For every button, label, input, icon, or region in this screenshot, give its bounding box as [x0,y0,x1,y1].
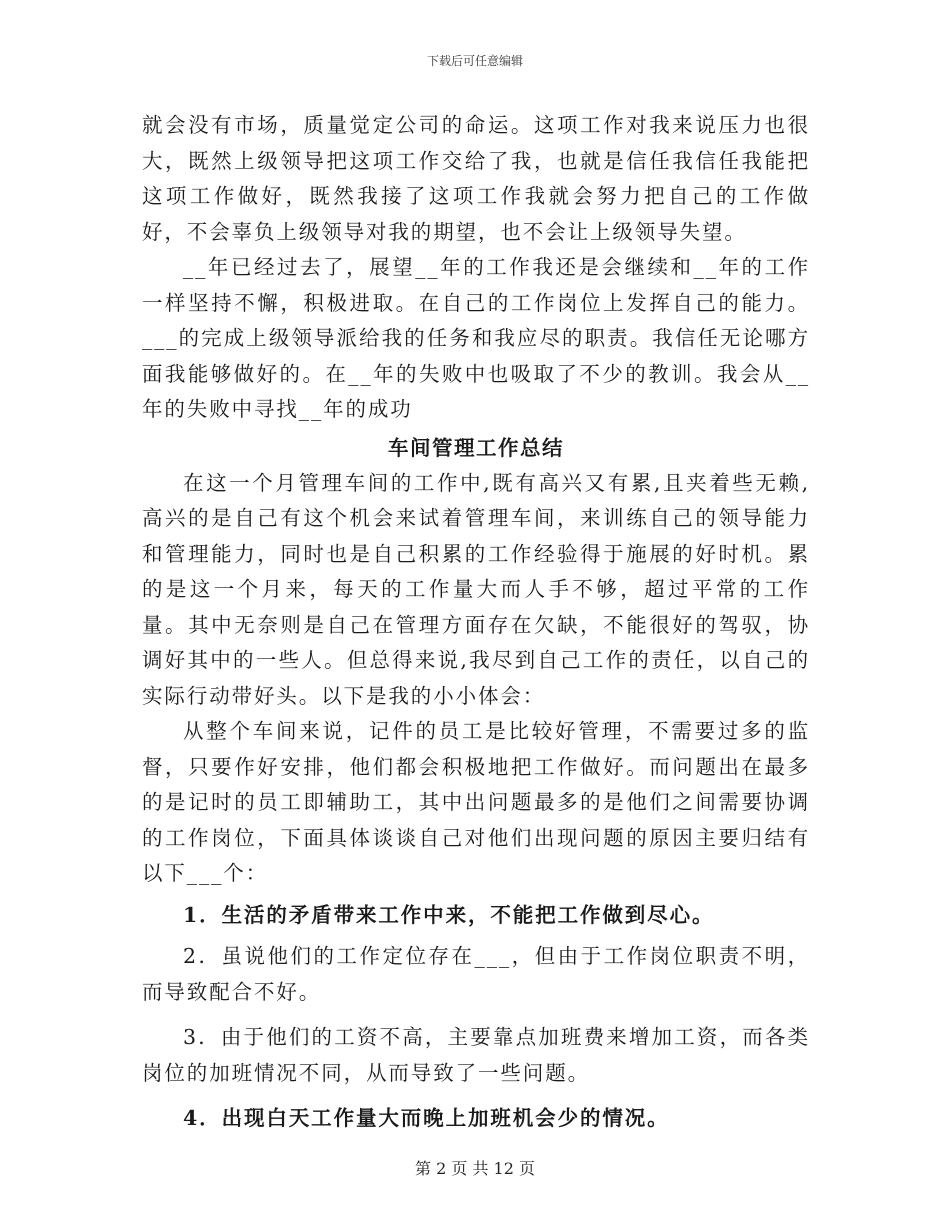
list-item-1: 1．生活的矛盾带来工作中来，不能把工作做到尽心。 [183,902,715,927]
page-header: 下载后可任意编辑 [426,54,523,68]
paragraph-4: 从整个车间来说，记件的员工是比较好管理，不需要过多的监督，只要作好安排，他们都会积极地把工作做好。而问题出在最多的是记时的员工即辅助工，其中出问题最多的是他们之间需要协调的工作岗位，下面具体谈谈自己对他们出现问题的原因主要归结有以下___个： [142,719,810,885]
document-body [142,108,810,1137]
section-title: 车间管理工作总结 [388,435,564,460]
paragraph-1: 就会没有市场，质量觉定公司的命运。这项工作对我来说压力也很大，既然上级领导把这项工作交给了我，也就是信任我信任我能把这项工作做好，既然我接了这项工作我就会努力把自己的工作做好，不会辜负上级领导对我的期望，也不会让上级领导失望。 [142,113,810,244]
paragraph-2: __年已经过去了，展望__年的工作我还是会继续和__年的工作一样坚持不懈，积极进取。在自己的工作岗位上发挥自己的能力。___的完成上级领导派给我的任务和我应尽的职责。我信任无论哪方面我能够做好的。在__年的失败中也吸取了不少的教训。我会从__年的失败中寻找__年的成功 [142,255,810,421]
page-footer: 第 2 页 共 12 页 [415,1159,535,1178]
paragraph-3: 在这一个月管理车间的工作中,既有高兴又有累,且夹着些无赖,高兴的是自己有这个机会来试着管理车间，来训练自己的领导能力和管理能力，同时也是自己积累的工作经验得于施展的好时机。累的是这一个月来，每天的工作量大而人手不够，超过平常的工作量。其中无奈则是自己在管理方面存在欠缺，不能很好的驾驭，协调好其中的一些人。但总得来说,我尽到自己工作的责任，以自己的实际行动带好头。以下是我的小小体会： [142,470,810,708]
list-item-2: 2．虽说他们的工作定位存在___，但由于工作岗位职责不明，而导致配合不好。 [142,944,810,1004]
list-item-4: 4．出现白天工作量大而晚上加班机会少的情况。 [183,1106,670,1130]
list-item-3: 3．由于他们的工资不高，主要靠点加班费来增加工资，而各类岗位的加班情况不同，从而导致了一些问题。 [142,1025,810,1085]
